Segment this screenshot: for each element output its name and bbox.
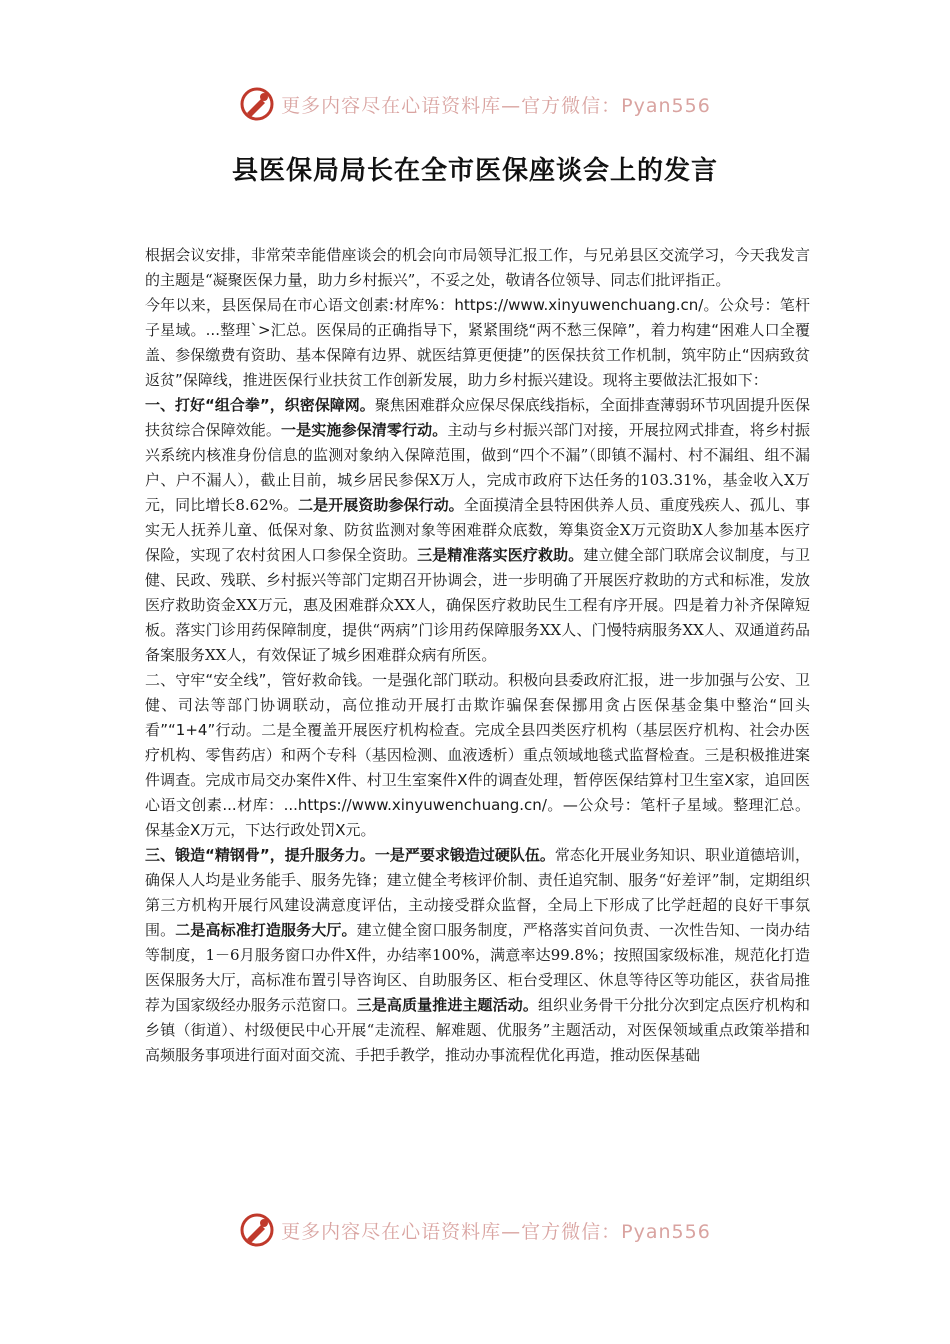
section-1-bold-1: 一是实施参保清零行动。 (281, 421, 448, 439)
document-body (145, 243, 810, 1068)
section-3-text-2: 建立健全窗口服务制度，严格落实首问负责、一次性告知、一岗办结等制度，1－6月服务窗口办件X件，办结率100%，满意率达99.8%；按照国家级标准，规范化打造医保服务大厅，高标准布置引导咨询区、自助服务区、柜台受理区、休息等待区等功能区，获省局推荐为国家级经办服务示范窗口。 (145, 921, 810, 1014)
watermark-banner-top (0, 84, 950, 124)
paragraph-section-1 (145, 393, 810, 668)
section-3-bold-1: 一是严要求锻造过硬队伍。 (374, 846, 555, 864)
watermark-logo-icon (239, 1212, 275, 1248)
watermark-banner-bottom (0, 1210, 950, 1250)
watermark-text: 更多内容尽在心语资料库—官方微信：Pyan556 (281, 1220, 711, 1243)
section-1-heading: 一、打好“组合拳”，织密保障网。 (145, 396, 375, 414)
section-3-heading: 三、锻造“精钢骨”，提升服务力。 (145, 846, 375, 864)
paragraph-overview: 今年以来，县医保局在市心语文创素:材库%：https://www.xinyuwenchuang.cn/。公众号：笔杆子星域。...整理`>汇总。医保局的正确指导下，紧紧围绕“两不愁三保障”，着力构建“困难人口全覆盖、参保缴费有资助、基本保障有边界、就医结算更便捷”的医保扶贫工作机制，筑牢防止“因病致贫返贫”保障线，推进医保行业扶贫工作创新发展，助力乡村振兴建设。现将主要做法汇报如下： (145, 296, 810, 389)
section-3-text-1: 常态化开展业务知识、职业道德培训，确保人人均是业务能手、服务先锋；建立健全考核评价制、责任追究制、服务“好差评”制，定期组织第三方机构开展行风建设满意度评估，主动接受群众监督，全局上下形成了比学赶超的良好干事氛围。 (145, 846, 810, 939)
section-1-text-2: 主动与乡村振兴部门对接，开展拉网式排查，将乡村振兴系统内核准身份信息的监测对象纳入保障范围，做到“四个不漏”（即镇不漏村、村不漏组、组不漏户、户不漏人），截止目前，城乡居民参保X万人，完成市政府下达任务的103.31%，基金收入X万元，同比增长8.62%。 (145, 421, 810, 514)
section-1-text-3: 全面摸清全县特困供养人员、重度残疾人、孤儿、事实无人抚养儿童、低保对象、防贫监测对象等困难群众底数，筹集资金X万元资助X人参加基本医疗保险，实现了农村贫困人口参保全资助。 (145, 496, 810, 564)
watermark-text: 更多内容尽在心语资料库—官方微信：Pyan556 (281, 94, 711, 117)
page-title: 县医保局局长在全市医保座谈会上的发言 (231, 156, 718, 186)
paragraph-section-3 (145, 843, 810, 1068)
section-1-text-1: 聚焦困难群众应保尽保底线指标，全面排查薄弱环节巩固提升医保扶贫综合保障效能。 (145, 396, 811, 439)
section-3-text-3: 组织业务骨干分批分次到定点医疗机构和乡镇（街道）、村级便民中心开展“走流程、解难题、优服务”主题活动，对医保领域重点政策举措和高频服务事项进行面对面交流、手把手教学，推动办事流程优化再造，推动医保基础 (145, 996, 810, 1064)
section-3-bold-3: 三是高质量推进主题活动。 (356, 996, 539, 1014)
section-1-bold-2: 二是开展资助参保行动。 (298, 496, 464, 514)
paragraph-intro: 根据会议安排，非常荣幸能借座谈会的机会向市局领导汇报工作，与兄弟县区交流学习，今天我发言的主题是“凝聚医保力量，助力乡村振兴”，不妥之处，敬请各位领导、同志们批评指正。 (145, 246, 810, 289)
section-1-bold-3: 三是精准落实医疗救助。 (417, 546, 584, 564)
paragraph-section-2: 二、守牢“安全线”，管好救命钱。一是强化部门联动。积极向县委政府汇报，进一步加强与公安、卫健、司法等部门协调联动，高位推动开展打击欺诈骗保套保挪用贪占医保基金集中整治“回头看”“1+4”行动。二是全覆盖开展医疗机构检查。完成全县四类医疗机构（基层医疗机构、社会办医疗机构、零售药店）和两个专科（基因检测、血液透析）重点领域地毯式监督检查。三是积极推进案件调查。完成市局交办案件X件、村卫生室案件X件的调查处理，暂停医保结算村卫生室X家，追回医心语文创素...材库：...https://www.xinyuwenchuang.cn/。—公众号：笔杆子星域。整理汇总。保基金X万元，下达行政处罚X元。 (145, 671, 810, 839)
watermark-logo-icon (239, 86, 275, 122)
section-1-text-4: 建立健全部门联席会议制度，与卫健、民政、残联、乡村振兴等部门定期召开协调会，进一步明确了开展医疗救助的方式和标准，发放医疗救助资金XX万元，惠及困难群众XX人，确保医疗救助民生工程有序开展。四是着力补齐保障短板。落实门诊用药保障制度，提供“两病”门诊用药保障服务XX人、门慢特病服务XX人、双通道药品备案服务XX人，有效保证了城乡困难群众病有所医。 (145, 546, 810, 664)
section-3-bold-2: 二是高标准打造服务大厅。 (175, 921, 357, 939)
